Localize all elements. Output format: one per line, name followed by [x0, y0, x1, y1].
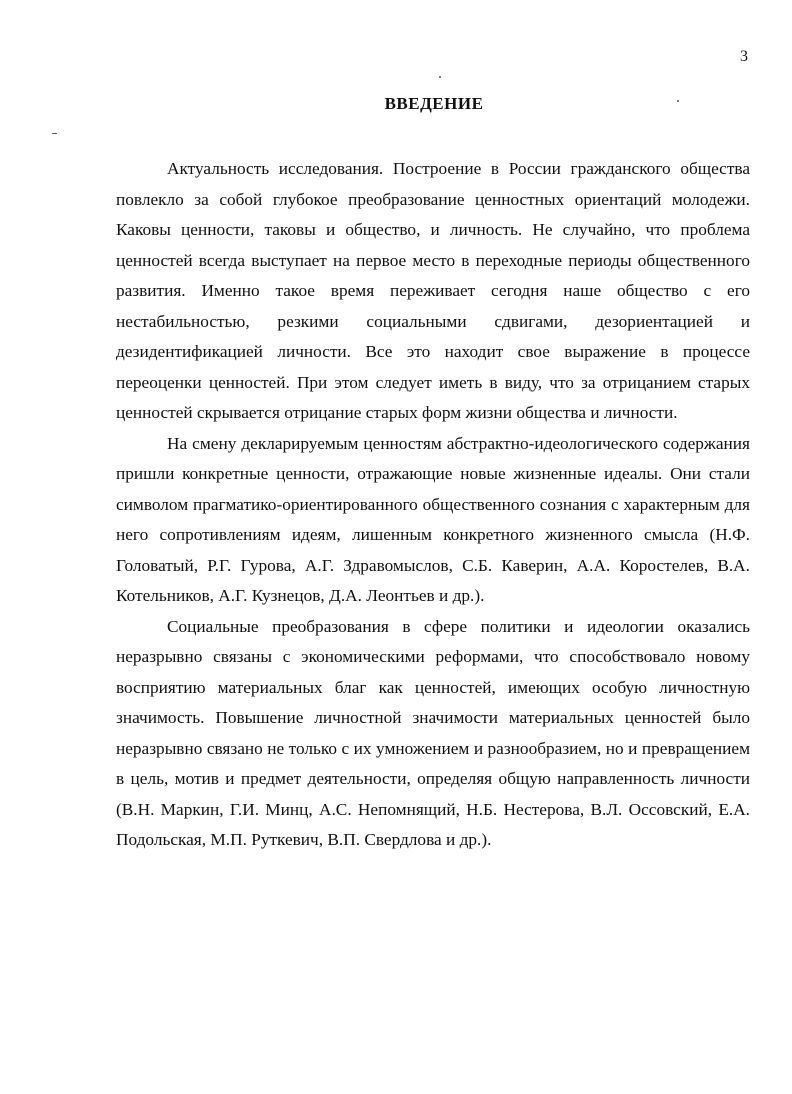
- scan-speck: [677, 100, 679, 102]
- paragraph-relevance: Актуальность исследования. Построение в России гражданского общества повлекло за собой глубокое преобразование ценностных ориентаций молодежи. Каковы ценности, таковы и общество, и личность. Не случайно, что проблема ценностей всегда выступает на первое место в переходные периоды общественного развития. Именно такое время переживает сегодня наше общество с его нестабильностью, резкими социальными сдвигами, дезориентацией и дезидентификацией личности. Все это находит свое выражение в процессе переоценки ценностей. При этом следует иметь в виду, что за отрицанием старых ценностей скрывается отрицание старых форм жизни общества и личности.: [116, 159, 750, 422]
- scan-speck: [52, 133, 57, 134]
- scan-speck: [439, 76, 441, 78]
- document-body: [116, 154, 750, 856]
- paragraph-social-transformations: Социальные преобразования в сфере политики и идеологии оказались неразрывно связаны с экономическими реформами, что способствовало новому восприятию материальных благ как ценностей, имеющих особую личностную значимость. Повышение личностной значимости материальных ценностей было неразрывно связано не только с их умножением и разнообразием, но и превращением в цель, мотив и предмет деятельности, определяя общую направленность личности (В.Н. Маркин, Г.И. Минц, А.С. Непомнящий, Н.Б. Нестерова, В.Л. Оссовский, Е.А. Подольская, М.П. Руткевич, В.П. Свердлова и др.).: [116, 616, 750, 849]
- page-number: 3: [740, 48, 748, 65]
- paragraph-new-values: На смену декларируемым ценностям абстрактно-идеологического содержания пришли конкретные ценности, отражающие новые жизненные идеалы. Они стали символом прагматико-ориентированного общественного сознания с характерным для него сопротивлениям идеям, лишенным конкретного жизненного смысла (Н.Ф. Головатый, Р.Г. Гурова, А.Г. Здравомыслов, С.Б. Каверин, А.А. Коростелев, В.А. Котельников, А.Г. Кузнецов, Д.А. Леонтьев и др.).: [116, 433, 750, 605]
- page-title: ВВЕДЕНИЕ: [384, 94, 484, 113]
